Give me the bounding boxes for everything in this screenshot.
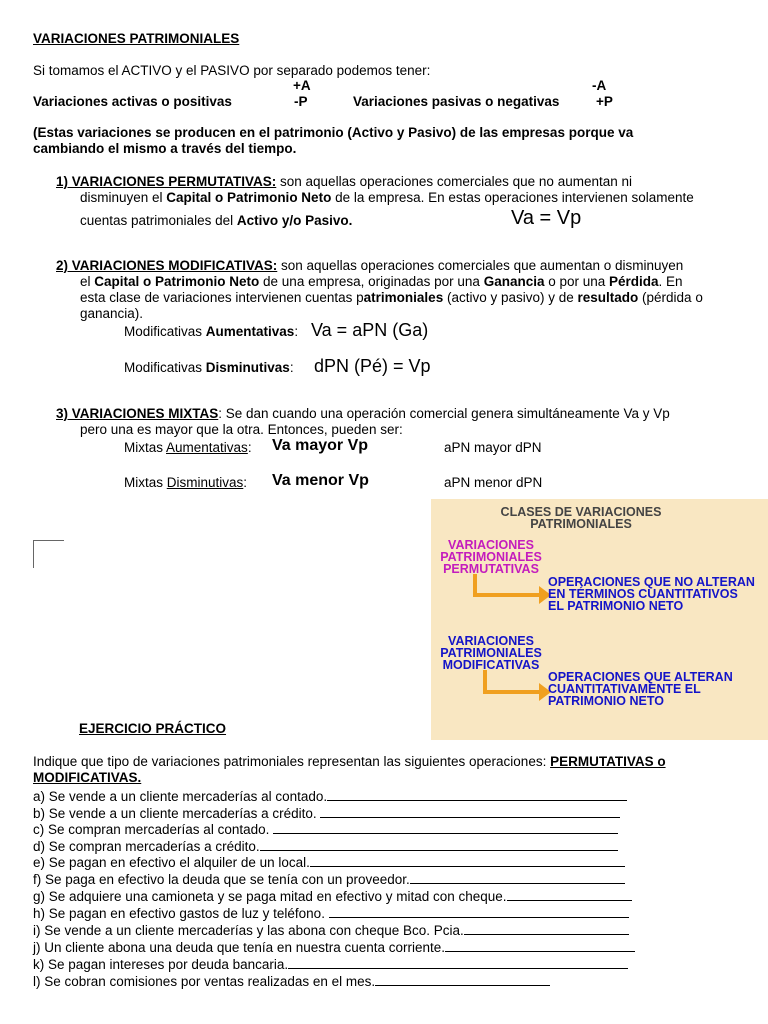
- bold-text: Ganancia: [483, 274, 545, 289]
- underlined-text: Aumentativas: [166, 440, 248, 455]
- minus-a: -A: [592, 78, 607, 93]
- perm-label-2: PATRIMONIALES: [440, 550, 542, 564]
- note-line-2: cambiando el mismo a través del tiempo.: [33, 141, 297, 156]
- bold-text: Capital o Patrimonio Neto: [166, 190, 332, 205]
- list-item: [33, 789, 627, 805]
- answer-blank[interactable]: [320, 806, 620, 818]
- bold-text: Pérdida: [609, 274, 659, 289]
- mixtas-aumentativas-right: aPN mayor dPN: [444, 440, 542, 455]
- intro-text: Si tomamos el ACTIVO y el PASIVO por separado podemos tener:: [33, 63, 431, 78]
- section-modificativas-line3: [80, 290, 703, 306]
- item-text: f) Se paga en efectivo la deuda que se tenía con un proveedor.: [33, 872, 410, 887]
- diagram-title-2: PATRIMONIALES: [530, 517, 632, 531]
- section-permutativas-line2: [80, 190, 694, 206]
- list-item: [33, 957, 628, 973]
- text: Mixtas: [124, 440, 167, 455]
- mod-arrow-shaft: [483, 670, 545, 694]
- answer-blank[interactable]: [445, 940, 635, 952]
- exercise-instruction-2: MODIFICATIVAS.: [33, 770, 142, 785]
- text: son aquellas operaciones comerciales que aumentan o disminuyen: [277, 258, 684, 273]
- page-title: VARIACIONES PATRIMONIALES: [33, 31, 240, 46]
- item-text: i) Se vende a un cliente mercaderías y las abona con cheque Bco. Pcia.: [33, 923, 464, 938]
- plus-p: +P: [596, 94, 613, 109]
- mixtas-disminutivas-right: aPN menor dPN: [444, 475, 543, 490]
- mixtas-aumentativas-formula: Va mayor Vp: [272, 437, 369, 454]
- mod-label-1: VARIACIONES: [448, 634, 534, 648]
- mod-desc-1: OPERACIONES QUE ALTERAN: [548, 670, 733, 684]
- text: :: [289, 360, 294, 375]
- text: son aquellas operaciones comerciales que no aumentan ni: [276, 174, 632, 189]
- answer-blank[interactable]: [375, 974, 550, 986]
- text: Modificativas: [124, 360, 206, 375]
- disminutivas-formula: dPN (Pé) = Vp: [314, 356, 431, 376]
- answer-blank[interactable]: [507, 889, 632, 901]
- text: de una empresa, originadas por una: [259, 274, 484, 289]
- mixtas-aumentativas-label: [124, 440, 252, 456]
- section-permutativas-line3: [80, 213, 352, 229]
- perm-label-3: PERMUTATIVAS: [443, 562, 539, 576]
- section-heading: 3) VARIACIONES MIXTAS: [56, 406, 219, 421]
- list-item: [33, 872, 625, 888]
- list-item: [33, 822, 618, 838]
- section-modificativas-line1: [56, 258, 683, 274]
- section-modificativas-line2: [80, 274, 683, 290]
- list-item: [33, 839, 618, 855]
- exercise-heading: EJERCICIO PRÁCTICO: [79, 721, 227, 736]
- text: disminuyen el: [80, 190, 167, 205]
- answer-blank[interactable]: [464, 923, 629, 935]
- bold-text: Aumentativas: [205, 324, 295, 339]
- diagram-title-1: CLASES DE VARIACIONES: [500, 505, 662, 519]
- perm-arrow-shaft: [473, 574, 545, 597]
- item-text: k) Se pagan intereses por deuda bancaria.: [33, 957, 289, 972]
- item-text: d) Se compran mercaderías a crédito.: [33, 839, 260, 854]
- section-mixtas-line1: [56, 406, 670, 422]
- text: :: [294, 324, 299, 339]
- perm-desc-1: OPERACIONES QUE NO ALTERAN: [548, 575, 755, 589]
- perm-label-1: VARIACIONES: [448, 538, 534, 552]
- bold-text: Activo y/o Pasivo.: [236, 213, 353, 228]
- plus-a: +A: [293, 78, 311, 93]
- aumentativas-formula: Va = aPN (Ga): [311, 320, 429, 340]
- item-text: a) Se vende a un cliente mercaderías al contado.: [33, 789, 328, 804]
- text: (activo y pasivo) y de: [443, 290, 578, 305]
- bold-text: Capital o Patrimonio Neto: [94, 274, 260, 289]
- minus-p: -P: [294, 94, 308, 109]
- answer-blank[interactable]: [273, 822, 618, 834]
- answer-blank[interactable]: [327, 789, 627, 801]
- list-item: [33, 855, 625, 871]
- answer-blank[interactable]: [310, 855, 625, 867]
- modificativas-disminutivas-label: [124, 360, 294, 376]
- exercise-instruction: [33, 754, 666, 770]
- section-heading: 1) VARIACIONES PERMUTATIVAS:: [56, 174, 277, 189]
- mod-desc-3: PATRIMONIO NETO: [548, 694, 664, 708]
- bold-text: Disminutivas: [205, 360, 290, 375]
- perm-desc-2: EN TÉRMINOS CUANTITATIVOS: [548, 587, 738, 601]
- section-permutativas-line1: [56, 174, 632, 190]
- permutativas-formula: Va = Vp: [511, 207, 582, 229]
- underlined-text: Disminutivas: [166, 475, 244, 490]
- answer-blank[interactable]: [410, 872, 625, 884]
- item-text: g) Se adquiere una camioneta y se paga mitad en efectivo y mitad con cheque.: [33, 889, 507, 904]
- text: Indique que tipo de variaciones patrimoniales representan las siguientes operaciones:: [33, 754, 551, 769]
- list-item: [33, 806, 620, 822]
- list-item: [33, 889, 632, 905]
- item-text: e) Se pagan en efectivo el alquiler de un local.: [33, 855, 310, 870]
- passive-variations-label: Variaciones pasivas o negativas: [353, 94, 560, 109]
- text: cuentas patrimoniales del: [80, 213, 237, 228]
- text: esta clase de variaciones intervienen cuentas p: [80, 290, 364, 305]
- item-text: j) Un cliente abona una deuda que tenía en nuestra cuenta corriente.: [33, 940, 446, 955]
- item-text: b) Se vende a un cliente mercaderías a crédito.: [33, 806, 321, 821]
- mixtas-disminutivas-label: [124, 475, 247, 491]
- text: Mixtas: [124, 475, 167, 490]
- text: . En: [658, 274, 683, 289]
- section-mixtas-line2: pero una es mayor que la otra. Entonces, pueden ser:: [80, 422, 403, 437]
- text: o por una: [544, 274, 610, 289]
- text: : Se dan cuando una operación comercial genera simultáneamente Va y Vp: [218, 406, 670, 421]
- list-item: [33, 906, 629, 922]
- bold-text: resultado: [577, 290, 639, 305]
- modificativas-aumentativas-label: [124, 324, 298, 340]
- note-line-1: (Estas variaciones se producen en el patrimonio (Activo y Pasivo) de las empresas porque va: [33, 125, 634, 140]
- classes-diagram: [431, 499, 768, 740]
- text: Modificativas: [124, 324, 206, 339]
- answer-blank[interactable]: [288, 957, 628, 969]
- bold-text: PERMUTATIVAS o: [550, 754, 666, 769]
- mixtas-disminutivas-formula: Va menor Vp: [272, 472, 369, 489]
- empty-frame: [33, 540, 64, 568]
- section-modificativas-line4: ganancia).: [80, 306, 144, 321]
- active-variations-label: Variaciones activas o positivas: [33, 94, 232, 109]
- answer-blank[interactable]: [260, 839, 618, 851]
- item-text: c) Se compran mercaderías al contado.: [33, 822, 274, 837]
- list-item: [33, 940, 635, 956]
- answer-blank[interactable]: [329, 906, 629, 918]
- mod-label-3: MODIFICATIVAS: [442, 658, 540, 672]
- mod-label-2: PATRIMONIALES: [440, 646, 542, 660]
- text: de la empresa. En estas operaciones intervienen solamente: [331, 190, 694, 205]
- text: el: [80, 274, 95, 289]
- item-text: h) Se pagan en efectivo gastos de luz y teléfono.: [33, 906, 329, 921]
- bold-text: atrimoniales: [363, 290, 444, 305]
- mod-desc-2: CUANTITATIVAMENTE EL: [548, 682, 701, 696]
- text: :: [247, 440, 252, 455]
- section-heading: 2) VARIACIONES MODIFICATIVAS:: [56, 258, 278, 273]
- text: :: [243, 475, 248, 490]
- perm-desc-3: EL PATRIMONIO NETO: [548, 599, 684, 613]
- item-text: l) Se cobran comisiones por ventas realizadas en el mes.: [33, 974, 376, 989]
- list-item: [33, 974, 550, 990]
- text: (pérdida o: [638, 290, 703, 305]
- list-item: [33, 923, 629, 939]
